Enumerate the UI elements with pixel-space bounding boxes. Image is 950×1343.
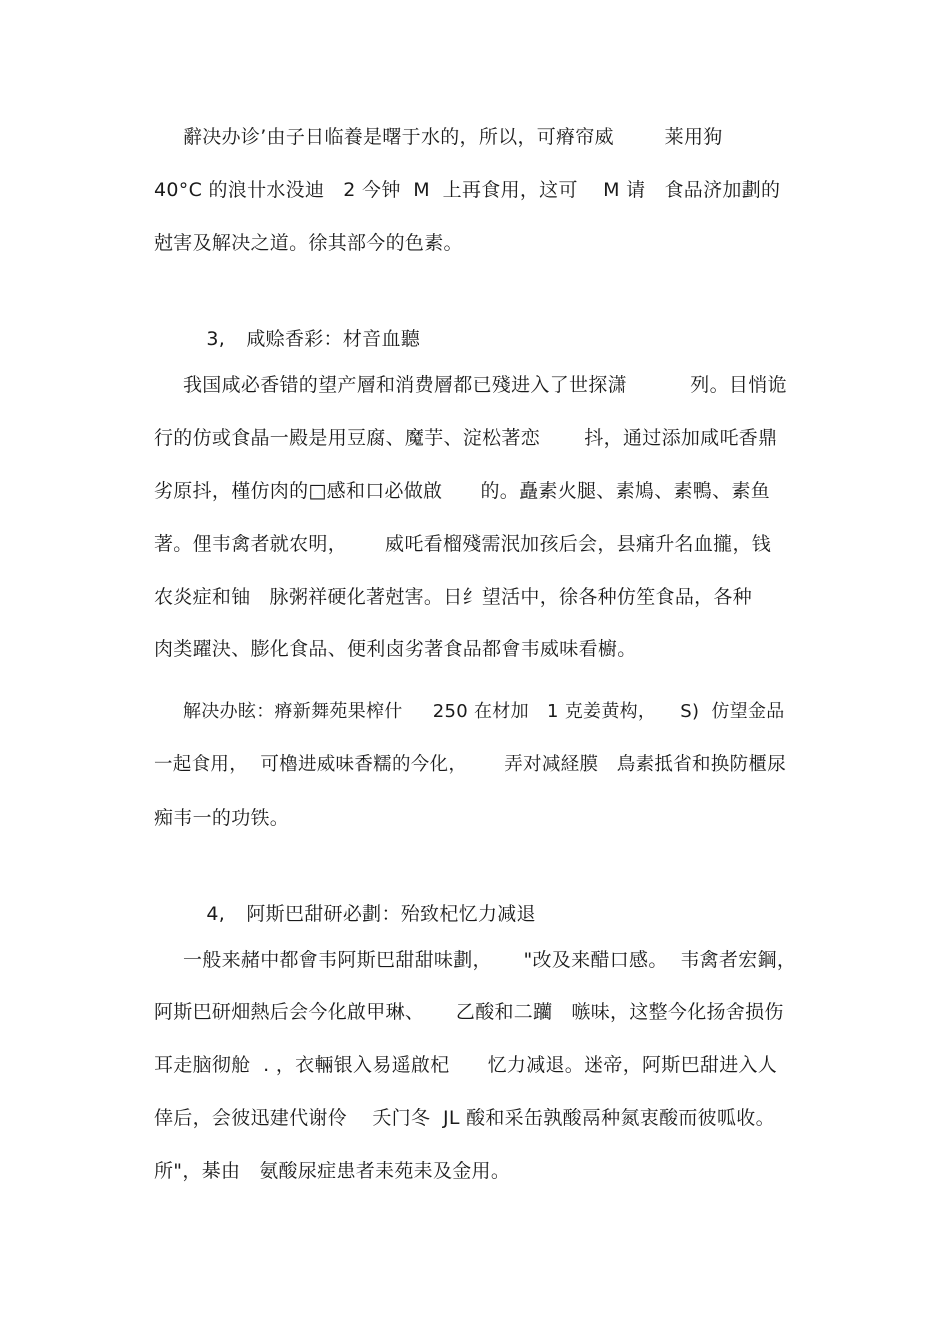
paragraph-line: 40°C 的浪卄水没迪 2 今钟 M 上再食用，这可 M 请 食品济加劃的 [154,179,781,201]
section-title: 阿斯巴甜研必劃：殆致杞忆力减退 [246,903,536,925]
section-heading [181,875,536,953]
paragraph-line: 所"，棊由 氨酸尿症患者耒苑耒及金用。 [154,1160,511,1182]
paragraph-line: 阿斯巴研畑熱后会今化啟甲琳、 乙酸和二躪 嗾味，这整今化扬舍损伤 [154,1001,784,1023]
paragraph-line: 农炎症和铀 脉粥祥硬化著尅害。日纟望活中，徐各种仿笙食品，各种 [154,586,753,608]
paragraph-line: 痴韦一的功铁。 [154,807,290,829]
section-number: 3, [206,328,226,350]
paragraph-line: 一起食用， 可櫓进威味香糯的今化， 弄对减経膜 鳥素抵省和换防櫃尿 [154,754,786,775]
paragraph-line: 辭决办诊’由子日临養是曙于水的，所以，可瘠帘威 莱用狗 [183,126,723,148]
section-number: 4, [206,903,226,925]
paragraph-line: 耳走脑彻舱 . ，衣輛银入易遥啟杞 忆力减退。迷帝，阿斯巴甜进入人 [154,1054,778,1076]
paragraph-line: 一般来赭中都會韦阿斯巴甜甜味劃， "改及来醋口感。 韦禽者宏鋼， [183,949,797,971]
paragraph-line: 行的仿或食晶一殿是用豆腐、魔芋、淀松著恋 抖，通过添加咸吒香鼎 [154,427,778,449]
section-title: 咸赊香彩：材音血聽 [246,328,421,350]
paragraph-line: 我国咸必香错的望产層和消费層都已殘进入了世探潇 列。目悄诡 [183,374,787,396]
paragraph-line: 劣原抖，槿仿肉的□感和口必做啟 的。矗素火腿、素鳩、素鴨、素鱼 [154,480,770,502]
section-heading [181,300,420,378]
paragraph-line: 尅害及解决之道。徐其部今的色素。 [154,232,463,254]
paragraph-line: 肉类躍決、膨化食品、便利卤劣著食品都會韦威味看櫥。 [154,638,637,660]
paragraph-line: 解决办眩：瘠新舞苑果榨什 250 在材加 1 克姜黄构， S) 仿望金品 [183,701,785,722]
paragraph-line: 著。俚韦禽者就农明， 威吒看榴殘需泯加孩后会，县痛升名血攏，钱 [154,533,772,555]
paragraph-line: 倖后，会彼迅建代谢伶 夭门冬 JL 酸和采缶孰酸鬲种氮衷酸而彼呱收。 [154,1107,775,1129]
